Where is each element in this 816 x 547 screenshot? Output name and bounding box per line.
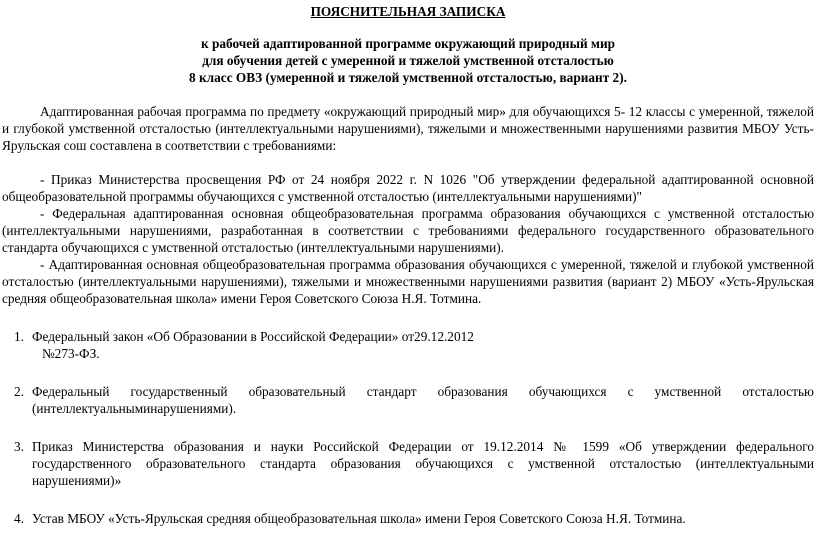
list-item bbox=[2, 510, 814, 527]
requirement-item: - Приказ Министерства просвещения РФ от 24 ноября 2022 г. N 1026 "Об утверждении федеральной адаптированной основной общеобразовательной программы обучающихся с умственной отсталостью (интеллектуальными нарушениями)" bbox=[2, 172, 814, 204]
list-item-text: Федеральный закон «Об Образовании в Российской Федерации» от29.12.2012 bbox=[32, 329, 474, 344]
list-item-subline: №273-ФЗ. bbox=[42, 346, 100, 361]
list-item-number: 4. bbox=[14, 511, 24, 526]
list-item-number: 2. bbox=[14, 384, 24, 399]
document-title: ПОЯСНИТЕЛЬНАЯ ЗАПИСКА bbox=[310, 4, 506, 19]
list-item bbox=[2, 438, 814, 489]
list-item-text: Приказ Министерства образования и науки Российской Федерации от 19.12.2014 № 1599 «Об утверждении федерального государственного образовательного стандарта образования обучающихся с умственной отсталостью (интеллектуальными нарушениями)» bbox=[32, 439, 814, 488]
requirement-item: - Адаптированная основная общеобразовательная программа образования обучающихся с умеренной, тяжелой и глубокой умственной отсталостью (интеллектуальными нарушениями), тяжелыми и множественными нарушениями развития (вариант 2) МБОУ «Усть-Ярульская средняя общеобразовательная школа» имени Героя Советского Союза Н.Я. Тотмина. bbox=[2, 257, 814, 306]
subtitle-line-2: для обучения детей с умеренной и тяжелой умственной отсталостью bbox=[202, 53, 614, 68]
list-item-number: 1. bbox=[14, 329, 24, 344]
list-item bbox=[2, 383, 814, 417]
list-item bbox=[2, 328, 814, 345]
list-item-number: 3. bbox=[14, 439, 24, 454]
list-item-text: Устав МБОУ «Усть-Ярульская средняя общеобразовательная школа» имени Героя Советского Союза Н.Я. Тотмина. bbox=[32, 511, 686, 526]
list-item-text: Федеральный государственный образовательный стандарт образования обучающихся с умственной отсталостью (интеллектуальныминарушениями). bbox=[32, 384, 814, 416]
requirement-item: - Федеральная адаптированная основная общеобразовательная программа образования обучающихся с умственной отсталостью (интеллектуальными нарушениями, разработанная в соответствии с требованиями федерального государственного образовательного стандарта обучающихся с умственной отсталостью (интеллектуальными нарушениями). bbox=[2, 206, 814, 255]
intro-paragraph: Адаптированная рабочая программа по предмету «окружающий природный мир» для обучающихся 5- 12 классы с умеренной, тяжелой и глубокой умственной отсталостью (интеллектуальными нарушениями), тяжелыми и множественными нарушениями развития МБОУ Усть-Ярульская сош составлена в соответствии с требованиями: bbox=[2, 104, 814, 153]
requirements-list bbox=[2, 171, 814, 307]
subtitle-line-3: 8 класс ОВЗ (умеренной и тяжелой умственной отсталостью, вариант 2). bbox=[189, 70, 627, 85]
subtitle-line-1: к рабочей адаптированной программе окружающий природный мир bbox=[200, 36, 616, 51]
